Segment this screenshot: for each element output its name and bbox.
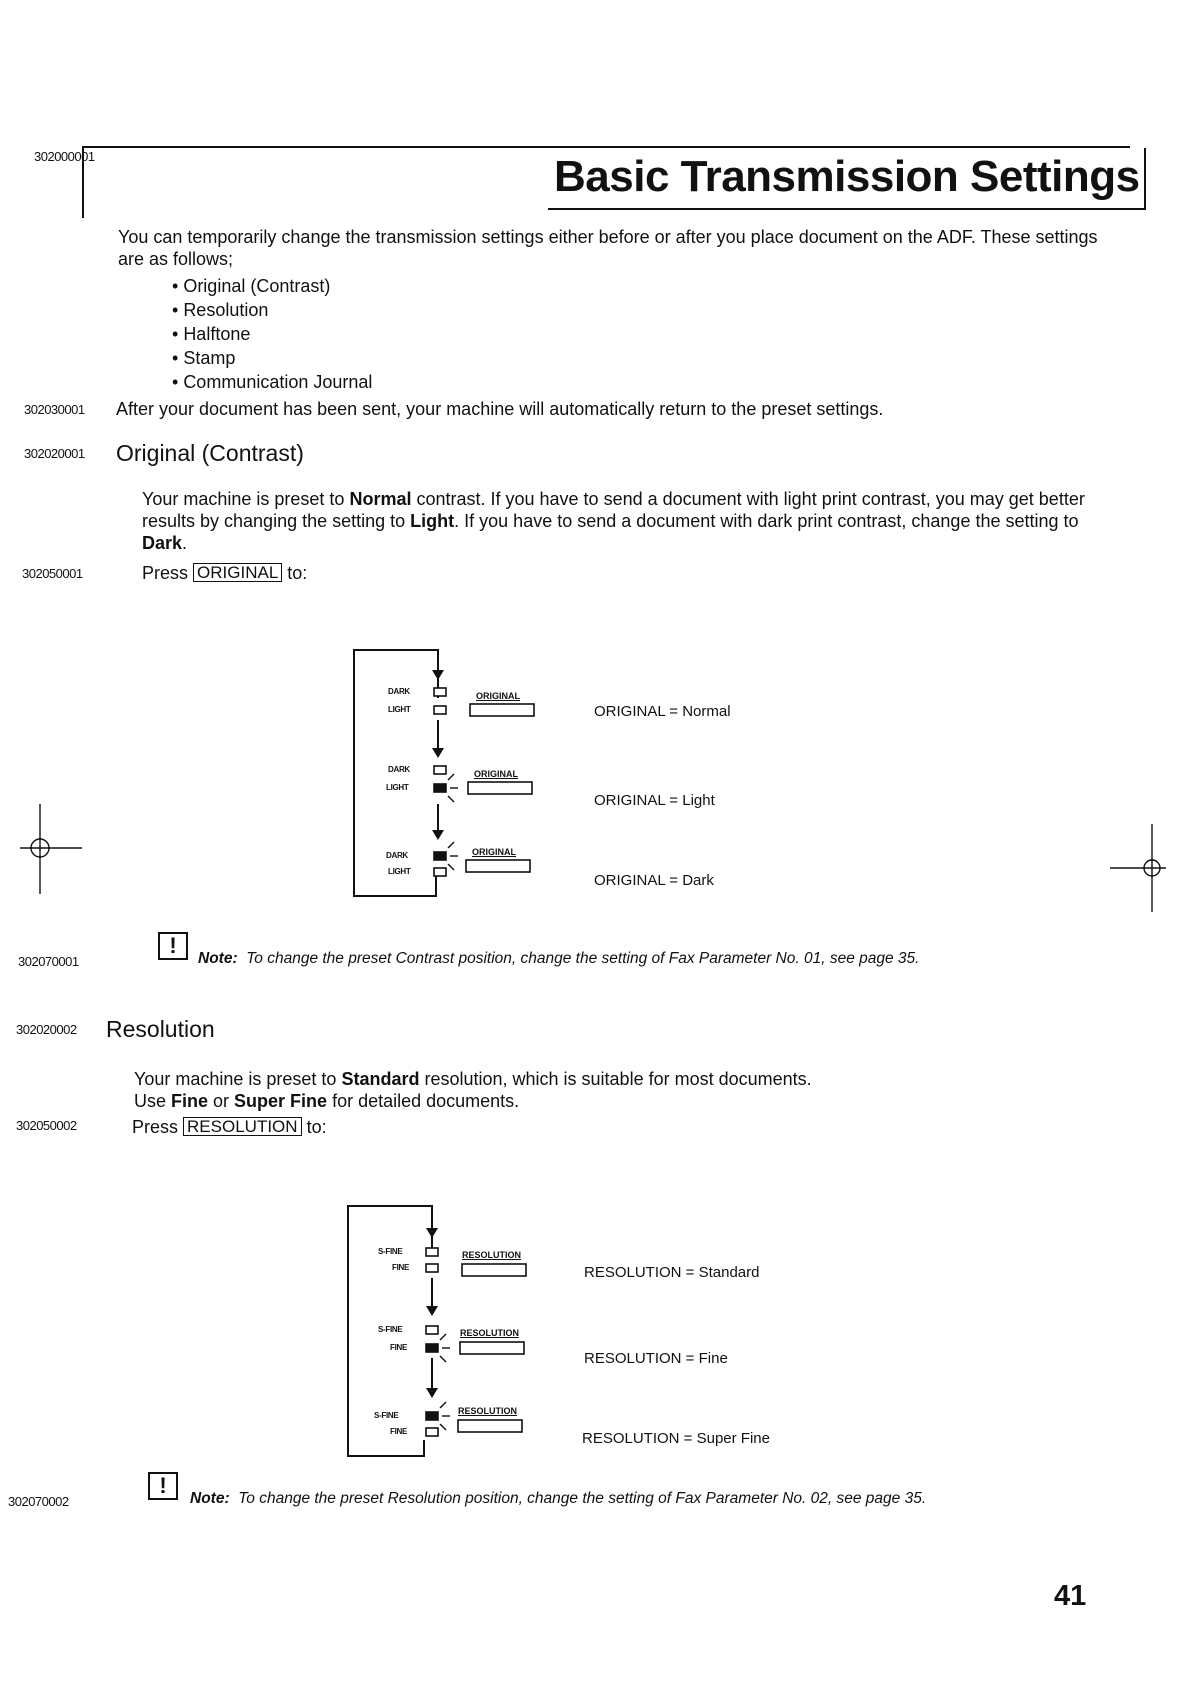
panel-label-original: ORIGINAL bbox=[474, 769, 518, 779]
original-press-code: 302050001 bbox=[22, 566, 83, 581]
led-label-fine: FINE bbox=[392, 1263, 410, 1272]
original-note-code: 302070001 bbox=[18, 954, 79, 969]
return-code: 302030001 bbox=[24, 402, 85, 417]
original-cycle-diagram bbox=[350, 646, 570, 906]
list-item: • Resolution bbox=[172, 300, 269, 320]
panel-label-resolution: RESOLUTION bbox=[460, 1328, 520, 1338]
led-label-dark: DARK bbox=[388, 687, 410, 696]
settings-list bbox=[172, 274, 372, 394]
led-label-dark: DARK bbox=[386, 851, 408, 860]
return-text: After your document has been sent, your machine will automatically return to the preset settings. bbox=[116, 399, 884, 419]
diagram-caption: ORIGINAL = Normal bbox=[594, 703, 731, 720]
led-label-fine: FINE bbox=[390, 1343, 408, 1352]
page-title: Basic Transmission Settings bbox=[548, 148, 1146, 210]
diagram-caption: RESOLUTION = Fine bbox=[584, 1350, 728, 1367]
led-label-sfine: S-FINE bbox=[374, 1411, 399, 1420]
note-icon: ! bbox=[158, 932, 188, 960]
registration-mark-left bbox=[20, 800, 90, 896]
original-code: 302020001 bbox=[24, 446, 85, 461]
header-code: 302000001 bbox=[34, 149, 95, 164]
led-label-fine: FINE bbox=[390, 1427, 408, 1436]
resolution-press-code: 302050002 bbox=[16, 1118, 77, 1133]
panel-label-original: ORIGINAL bbox=[476, 691, 520, 701]
resolution-code: 302020002 bbox=[16, 1022, 77, 1037]
diagram-caption: RESOLUTION = Standard bbox=[584, 1264, 760, 1281]
resolution-note-code: 302070002 bbox=[8, 1494, 69, 1509]
panel-label-resolution: RESOLUTION bbox=[462, 1250, 522, 1260]
led-label-sfine: S-FINE bbox=[378, 1325, 403, 1334]
page-number: 41 bbox=[1054, 1580, 1087, 1612]
original-note: Note: To change the preset Contrast position, change the setting of Fax Parameter No. 01, see page 35. bbox=[198, 950, 920, 967]
original-key: ORIGINAL bbox=[193, 563, 282, 582]
led-label-dark: DARK bbox=[388, 765, 410, 774]
list-item: • Stamp bbox=[172, 348, 236, 368]
led-label-light: LIGHT bbox=[386, 783, 409, 792]
diagram-caption: RESOLUTION = Super Fine bbox=[582, 1430, 770, 1447]
intro-text: You can temporarily change the transmission settings either before or after you place document on the ADF. These settings are as follows; bbox=[118, 227, 1098, 269]
resolution-key: RESOLUTION bbox=[183, 1117, 302, 1136]
original-press-line: Press ORIGINAL to: bbox=[142, 563, 308, 583]
list-item: • Original (Contrast) bbox=[172, 276, 331, 296]
registration-mark-right bbox=[1110, 824, 1170, 914]
led-label-light: LIGHT bbox=[388, 867, 411, 876]
diagram-caption: ORIGINAL = Dark bbox=[594, 872, 714, 889]
original-description: Your machine is preset to Normal contrast. If you have to send a document with light print contrast, you may get better results by changing the setting to Light. If you have to send a document with dark print contrast, change the setting to Dark. bbox=[142, 489, 1085, 553]
note-icon: ! bbox=[148, 1472, 178, 1500]
resolution-note: Note: To change the preset Resolution position, change the setting of Fax Parameter No. 02, see page 35. bbox=[190, 1490, 927, 1507]
panel-label-original: ORIGINAL bbox=[472, 847, 516, 857]
led-label-light: LIGHT bbox=[388, 705, 411, 714]
resolution-description: Your machine is preset to Standard resolution, which is suitable for most documents. Use Fine or Super Fine for detailed documents. bbox=[134, 1069, 812, 1111]
section-heading-resolution: Resolution bbox=[106, 1016, 215, 1042]
led-label-sfine: S-FINE bbox=[378, 1247, 403, 1256]
list-item: • Communication Journal bbox=[172, 372, 373, 392]
section-heading-original: Original (Contrast) bbox=[116, 440, 304, 466]
diagram-caption: ORIGINAL = Light bbox=[594, 792, 715, 809]
list-item: • Halftone bbox=[172, 324, 251, 344]
panel-label-resolution: RESOLUTION bbox=[458, 1406, 518, 1416]
resolution-press-line: Press RESOLUTION to: bbox=[132, 1117, 327, 1137]
